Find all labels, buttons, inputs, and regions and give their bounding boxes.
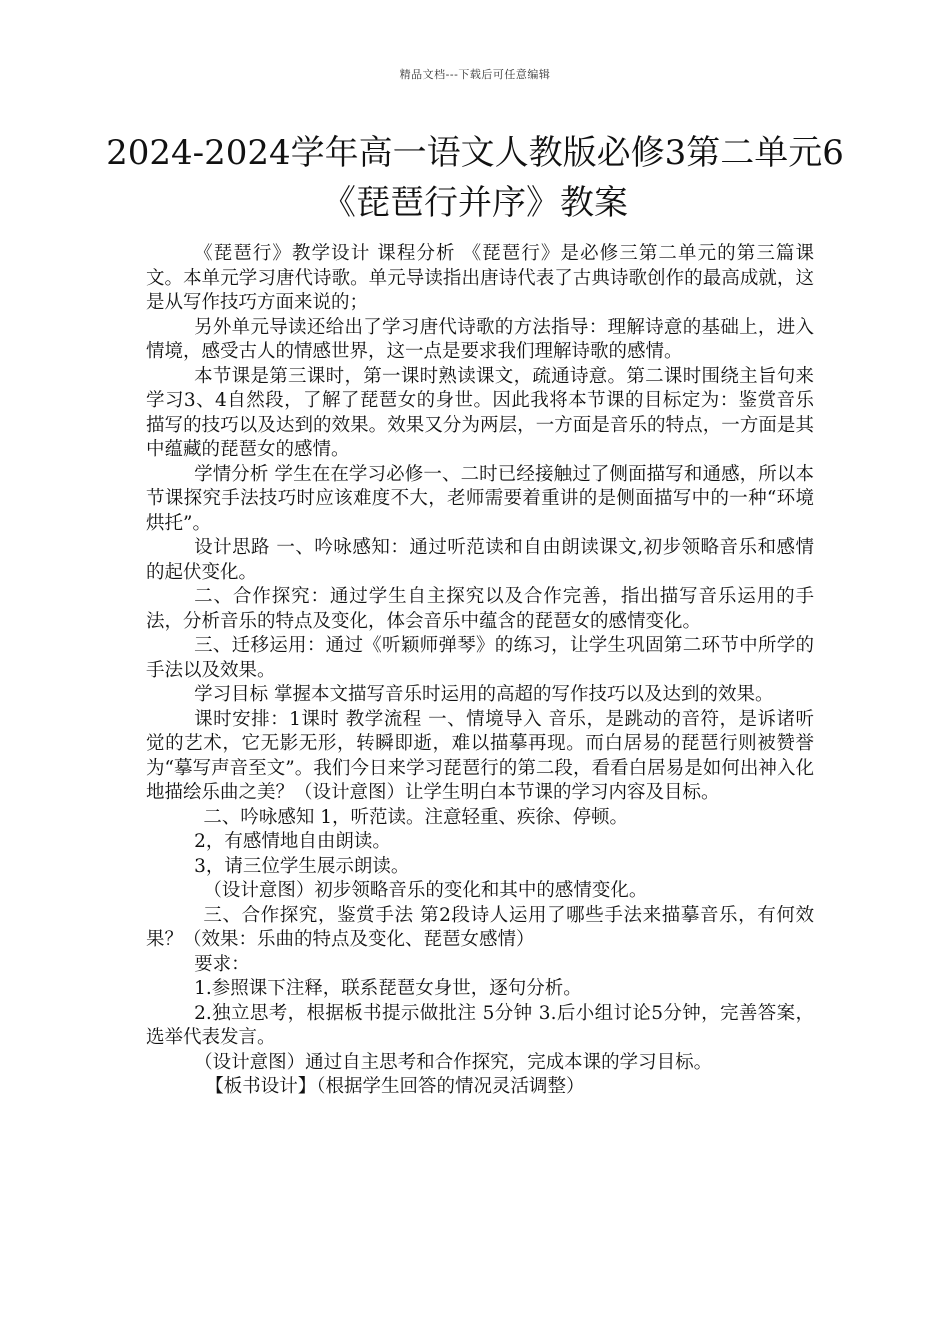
paragraph-teaching-process: 课时安排：1课时 教学流程 一、情境导入 音乐，是跳动的音符，是诉诸听觉的艺术，它无影无形，转瞬即逝，难以描摹再现。而白居易的琵琶行则被赞誉为“摹写声音至文”。我们今日来学习琵琶行的第二段，看看白居易是如何出神入化地描绘乐曲之美？（设计意图）让学生明白本节课的学习内容及目标。 (146, 708, 814, 803)
paragraph-cooperative-inquiry: 三、合作探究，鉴赏手法 第2段诗人运用了哪些手法来描摹音乐，有何效果？（效果：乐曲的特点及变化、琵琶女感情） (146, 904, 814, 950)
paragraph-requirements-label: 要求： (194, 953, 250, 975)
paragraph-board-design: 【板书设计】（根据学生回答的情况灵活调整） (205, 1076, 585, 1097)
paragraph-requirement-2: 2.独立思考，根据板书提示做批注 5分钟 3.后小组讨论5分钟，完善答案，选举代表发言。 (146, 1002, 814, 1048)
page-header-note: 精品文档---下载后可任意编辑 (399, 68, 551, 81)
paragraph-design-intent-2: （设计意图）初步领略音乐的变化和其中的感情变化。 (203, 880, 648, 901)
paragraph-design-idea-2: 二、合作探究：通过学生自主探究以及合作完善，指出描写音乐运用的手法，分析音乐的特点及变化，体会音乐中蕴含的琵琶女的感情变化。 (146, 586, 814, 632)
paragraph-student-analysis: 学情分析 学生在在学习必修一、二时已经接触过了侧面描写和通感，所以本节课探究手法技巧时应该难度不大，老师需要着重讲的是侧面描写中的一种“环境烘托”。 (146, 463, 814, 534)
document-body (146, 242, 814, 1100)
document-title: 2024-2024学年高一语文人教版必修3第二单元6《琵琶行并序》教案 (106, 133, 844, 223)
paragraph-unit-guide: 另外单元导读还给出了学习唐代诗歌的方法指导：理解诗意的基础上，进入情境，感受古人的情感世界，这一点是要求我们理解诗歌的感情。 (146, 316, 814, 362)
paragraph-recitation-step-3: 3，请三位学生展示朗读。 (194, 855, 410, 877)
paragraph-design-intent-3: （设计意图）通过自主思考和合作探究，完成本课的学习目标。 (194, 1051, 713, 1073)
paragraph-requirement-1: 1.参照课下注释，联系琵琶女身世，逐句分析。 (194, 978, 582, 999)
paragraph-design-idea-3: 三、迁移运用：通过《听颖师弹琴》的练习，让学生巩固第二环节中所学的手法以及效果。 (146, 635, 814, 681)
paragraph-course-analysis: 《琵琶行》教学设计 课程分析 《琵琶行》是必修三第二单元的第三篇课文。本单元学习唐代诗歌。单元导读指出唐诗代表了古典诗歌创作的最高成就，这是从写作技巧方面来说的； (146, 243, 814, 313)
paragraph-recitation-step-1: 二、吟咏感知 1，听范读。注意轻重、疾徐、停顿。 (203, 806, 628, 828)
paragraph-learning-objective: 学习目标 掌握本文描写音乐时运用的高超的写作技巧以及达到的效果。 (194, 684, 774, 705)
paragraph-recitation-step-2: 2，有感情地自由朗读。 (194, 831, 391, 852)
paragraph-design-idea-1: 设计思路 一、吟咏感知：通过听范读和自由朗读课文,初步领略音乐和感情的起伏变化。 (146, 537, 814, 583)
paragraph-lesson-goal: 本节课是第三课时，第一课时熟读课文，疏通诗意。第二课时围绕主旨句来学习3、4自然段，了解了琵琶女的身世。因此我将本节课的目标定为：鉴赏音乐描写的技巧以及达到的效果。效果又分为两层，一方面是音乐的特点，一方面是其中蕴藏的琵琶女的感情。 (146, 365, 814, 460)
